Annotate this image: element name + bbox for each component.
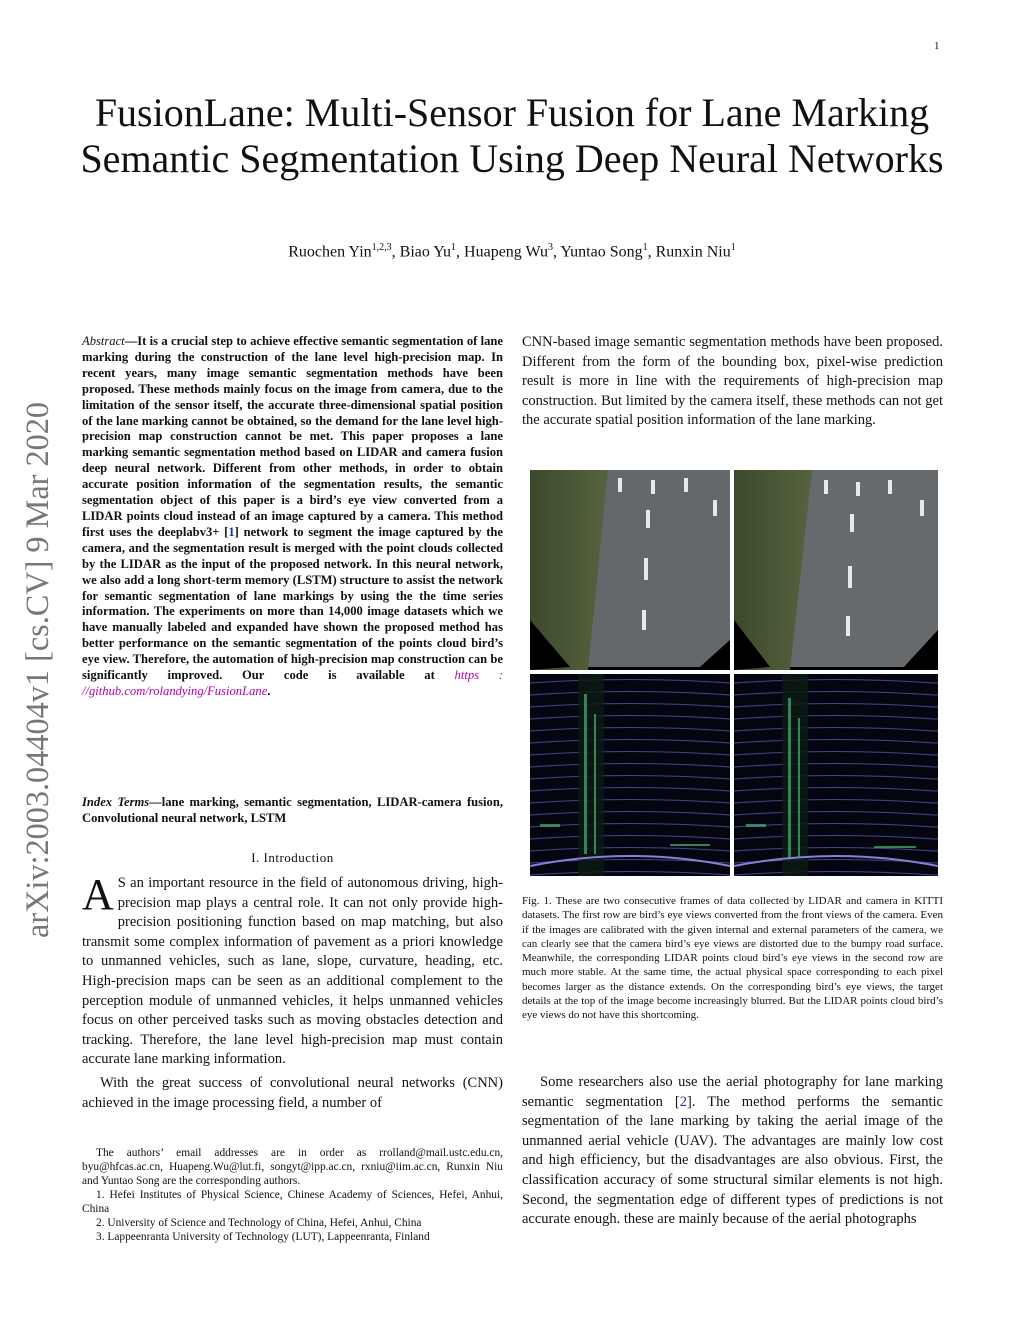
lidar-bev-frame-2 xyxy=(734,674,938,876)
citation-link[interactable]: 1 xyxy=(228,524,235,539)
lidar-bev-frame-1 xyxy=(530,674,730,876)
camera-bev-frame-2 xyxy=(734,470,938,670)
code-link[interactable]: https : //github.com/rolandying/FusionLane xyxy=(82,668,503,698)
author: Huapeng Wu xyxy=(464,243,548,261)
author: Biao Yu xyxy=(399,243,452,261)
right-paragraph-2: Some researchers also use the aerial photography for lane marking semantic segmentation [2]. The method performs the semantic segmentation of the lane marking by taking the aerial image of the unmanned aerial vehicle (UAV). The advantages are mainly low cost and high efficiency, but the disadvantages are also obvious. First, the classification accuracy of some structural similar elements is not high. Second, the segmentation edge of different types of predictions is not accurate enough. these are mainly because of the aerial photographs xyxy=(522,1074,943,1228)
right-paragraph-1: CNN-based image semantic segmentation methods have been proposed. Different from the form of the bounding box, pixel-wise prediction result is more in line with the requirements of high-precision map construction. But limited by the camera itself, these methods can not get the accurate spatial position information of the lane marking. xyxy=(522,334,943,429)
camera-bev-frame-1 xyxy=(530,470,730,670)
author: Runxin Niu xyxy=(655,243,731,261)
figure-caption: Fig. 1. These are two consecutive frames of data collected by LIDAR and camera in KITTI datasets. The first row are bird’s eye views converted from the front views of the camera. Even if the images are calibrated with the given internal and external parameters of the camera, we can clearly see that the camera bird’s eye views are distorted due to the bumpy road surface. Meanwhile, the corresponding LIDAR points cloud bird’s eye views in the second row are much more stable. At the same time, the actual physical space corresponding to each pixel becomes larger as the distance extends. On the corresponding bird’s eye views, the target details at the top of the image become increasingly blurred. But the LIDAR points cloud bird’s eye views do not have this shortcoming. xyxy=(522,895,943,1022)
citation-link[interactable]: 2 xyxy=(679,1093,687,1110)
index-terms: Index Terms—lane marking, semantic segmentation, LIDAR-camera fusion, Convolutional neural network, LSTM xyxy=(82,795,503,825)
intro-text: A S an important resource in the field of autonomous driving, high-precision map plays a central role. It can not only provide high-precision positioning function based on map matching, but also transmit some complex information of pavement as a priori knowledge to unmanned vehicles, such as lane, slope, curvature, heading, etc. High-precision maps can be seen as an additional complement to the perception module of unmanned vehicles, it helps unmanned vehicles focus on other perceived tasks such as moving obstacles detection and tracking. Therefore, the lane level high-precision map must contain accurate lane marking information. With the great success of convolutional neural networks (CNN) achieved in the image processing field, a number of xyxy=(82,874,503,1113)
arxiv-stamp xyxy=(0,390,60,950)
footnote: 2. University of Science and Technology of China, Hefei, Anhui, China xyxy=(96,1217,422,1229)
author-list: Ruochen Yin$^{1,2,3}$, Biao Yu$^1$, Huapeng Wu$^3$, Yuntao Song$^1$, Runxin Niu$^1$ xyxy=(288,242,736,261)
abstract-label: Abstract xyxy=(82,334,125,348)
author: Yuntao Song xyxy=(560,243,643,261)
abstract: Abstract—It is a crucial step to achieve effective semantic segmentation of lane marking during the construction of the lane level high-precision map. In recent years, many image semantic segmentation methods have been proposed. These methods mainly focus on the image from camera, due to the limitation of the sensor itself, the accurate three-dimensional spatial position of the lane marking cannot be obtained, so the demand for the lane level high-precision map construction cannot be met. This paper proposes a lane marking semantic segmentation method based on LIDAR and camera fusion deep neural network. Different from other methods, in order to obtain accurate position information of the segmentation results, the semantic segmentation object of this paper is a bird’s eye view converted from a LIDAR points cloud instead of an image captured by a camera. This method first uses the deeplabv3+ [1] network to segment the image captured by the camera, and the segmentation result is merged with the point clouds collected by the LIDAR as the input of the proposed network. In this neural network, we also add a long short-term memory (LSTM) structure to assist the network for semantic segmentation of lane markings by using the the time series information. The experiments on more than 14,000 image datasets which we have manually labeled and expanded have shown the proposed method has better performance on the semantic segmentation of the points cloud bird’s eye view. Therefore, the automation of high-precision map construction can be significantly improved. Our code is available at https : //github.com/rolandying/FusionLane. xyxy=(82,334,503,698)
footnote: 1. Hefei Institutes of Physical Science, Chinese Academy of Sciences, Hefei, Anhui, China xyxy=(82,1189,503,1215)
drop-cap: A xyxy=(82,870,114,919)
section-heading: I. Introduction xyxy=(251,850,334,865)
footnote: The authors’ email addresses are in order as rrolland@mail.ustc.edu.cn, byu@hfcas.ac.cn, Huapeng.Wu@lut.fi, songyt@ipp.ac.cn, rxniu@iim.ac.cn, Runxin Niu and Yuntao Song are the corresponding authors. xyxy=(82,1147,503,1187)
page-number: 1 xyxy=(934,40,940,52)
paper-title: FusionLane: Multi-Sensor Fusion for Lane Marking Semantic Segmentation Using Deep Neural Networks xyxy=(80,90,944,181)
intro-paragraph-2: With the great success of convolutional neural networks (CNN) achieved in the image processing field, a number of xyxy=(82,1074,503,1111)
footnote: 3. Lappeenranta University of Technology (LUT), Lappeenranta, Finland xyxy=(96,1231,430,1243)
footnotes xyxy=(82,1146,503,1244)
arxiv-stamp-text: arXiv:2003.04404v1 [cs.CV] 9 Mar 2020 xyxy=(20,390,56,938)
figure-1 xyxy=(530,470,938,876)
author: Ruochen Yin xyxy=(288,243,372,261)
